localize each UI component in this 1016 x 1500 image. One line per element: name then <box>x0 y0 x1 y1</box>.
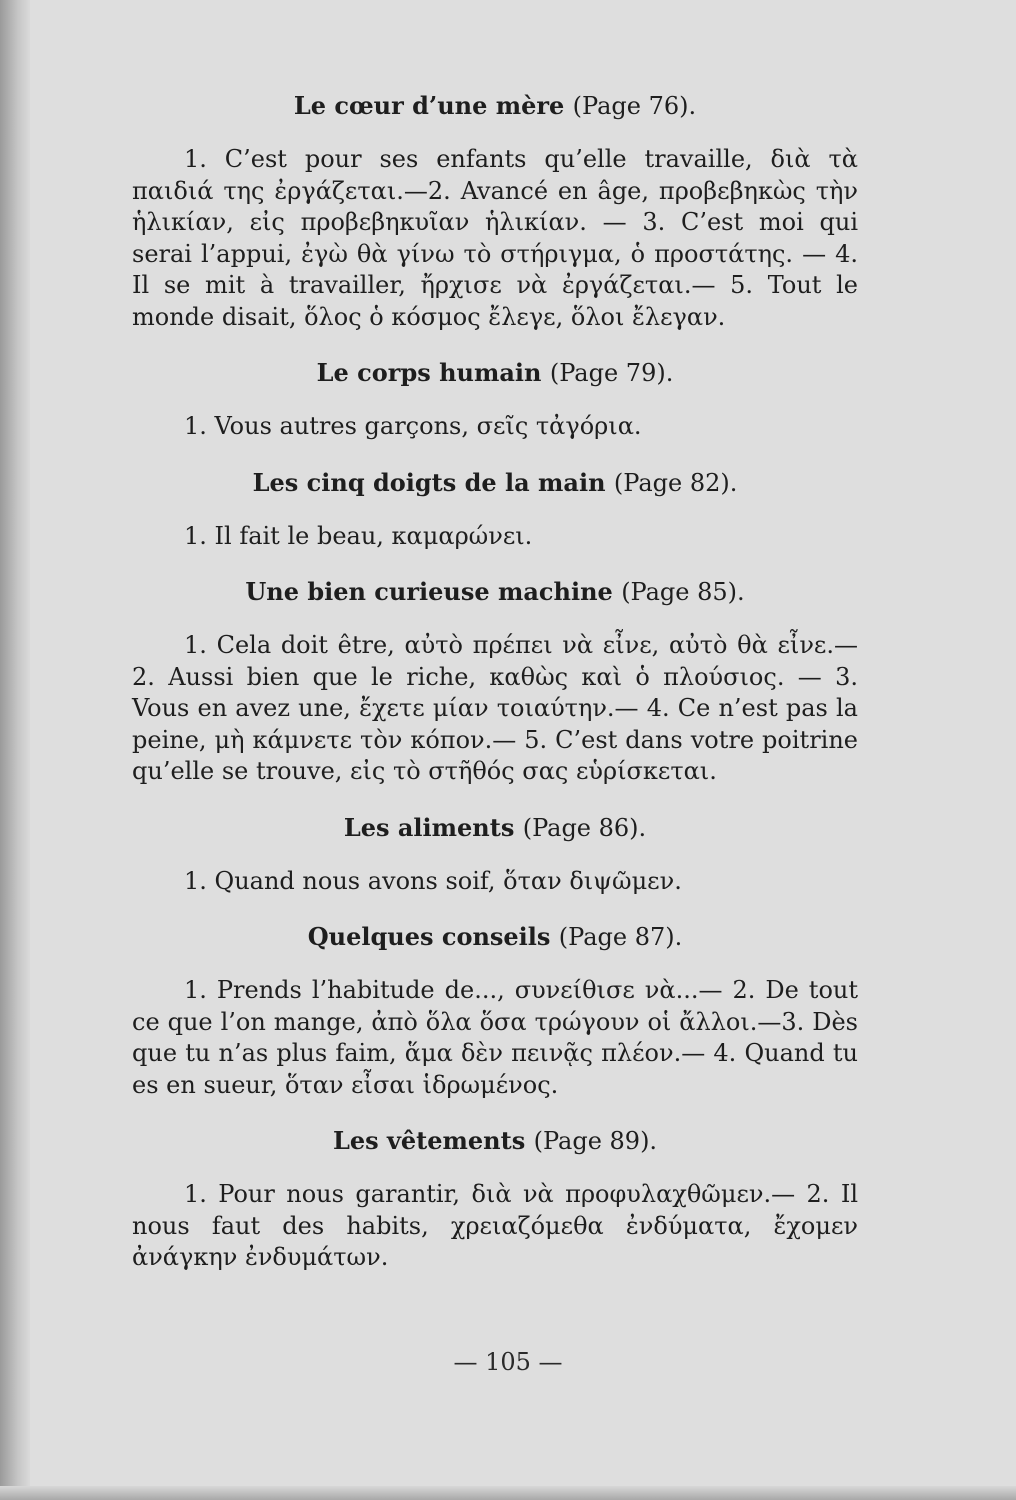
section-title <box>132 1125 858 1157</box>
page-number: — 105 — <box>453 1348 563 1376</box>
section-body: 1. Vous autres garçons, σεῖς τἀγόρια. <box>184 412 642 440</box>
section-body: 1. Quand nous avons soif, ὅταν διψῶμεν. <box>184 866 682 895</box>
section-body: 1. Prends l’habitude de..., συνείθισε νὰ...— 2. De tout ce que l’on mange, ἀπὸ ὅλα ὅσα τρώγουν οἱ ἄλλοι.—3. Dès que tu n’as plus faim, ἅμα δὲν πεινᾷς πλέον.— 4. Quand tu es en sueur, ὅταν εἶσαι ἱδρωμένος. <box>132 976 858 1099</box>
section-title-text: Le corps humain <box>316 358 542 387</box>
section-title <box>132 576 858 608</box>
section-title <box>132 467 858 499</box>
section-body: 1. Cela doit être, αὐτὸ πρέπει νὰ εἶνε, αὐτὸ θὰ εἶνε.— 2. Aussi bien que le riche, καθὼς καὶ ὁ πλούσιος. — 3. Vous en avez une, ἔχετε μίαν τοιαύτην.— 4. Ce n’est pas la peine, μὴ κάμνετε τὸν κόπον.— 5. C’est dans votre poitrine qu’elle se trouve, εἰς τὸ στῆθός σας εὑρίσκεται. <box>132 631 858 785</box>
section-title-text: Quelques conseils <box>307 922 551 951</box>
section-title <box>132 357 858 389</box>
section-page-ref: (Page 87). <box>558 923 683 951</box>
section-body: 1. Il fait le beau, καμαρώνει. <box>184 521 533 550</box>
section-title-text: Les aliments <box>343 812 515 842</box>
section-body: 1. C’est pour ses enfants qu’elle travaille, διὰ τὰ παιδιά της ἐργάζεται.—2. Avancé en âge, προβεβηκὼς τὴν ἡλικίαν, εἰς προβεβηκυῖαν ἡλικίαν. — 3. C’est moi qui serai l’appui, ἐγὼ θὰ γίνω τὸ στήριγμα, ὁ προστάτης. — 4. Il se mit à travailler, ἤρχισε νὰ ἐργάζεται.— 5. Tout le monde disait, ὅλος ὁ κόσμος ἔλεγε, ὅλοι ἔλεγαν. <box>132 145 858 331</box>
section-body: 1. Pour nous garantir, διὰ νὰ προφυλαχθῶμεν.— 2. Il nous faut des habits, χρειαζόμεθα ἐνδύματα, ἔχομεν ἀνάγκην ἐνδυμάτων. <box>132 1180 858 1271</box>
section-page-ref: (Page 86). <box>522 813 647 842</box>
page-bottom-edge <box>0 1486 1016 1500</box>
section-title-text: Les vêtements <box>332 1126 526 1155</box>
section-title <box>132 921 858 953</box>
page-text <box>132 90 858 1274</box>
section-title-text: Les cinq doigts de la main <box>252 467 606 497</box>
page-binding-shadow <box>0 0 30 1500</box>
section-title-text: Le cœur d’une mère <box>293 91 565 120</box>
section-title <box>132 812 858 844</box>
section-page-ref: (Page 85). <box>621 578 745 606</box>
section-page-ref: (Page 79). <box>549 359 674 387</box>
section-title-text: Une bien curieuse machine <box>245 577 613 606</box>
section-title <box>132 90 858 122</box>
section-page-ref: (Page 89). <box>533 1127 658 1155</box>
section-page-ref: (Page 82). <box>613 468 738 497</box>
section-page-ref: (Page 76). <box>572 92 697 120</box>
